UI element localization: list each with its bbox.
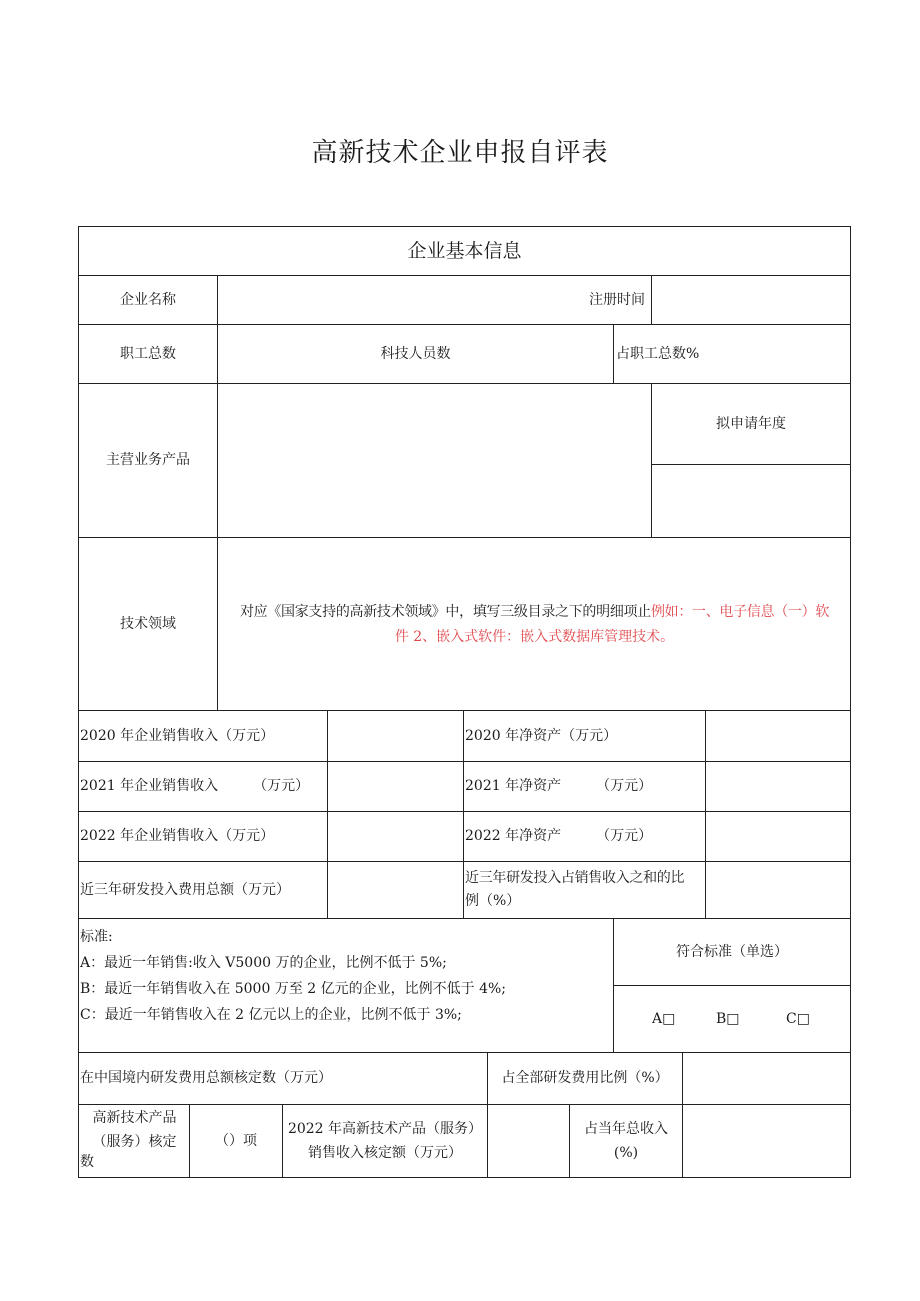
sales-2021-field[interactable] <box>328 761 463 811</box>
domestic-rd-ratio-label: 占全部研发费用比例（%） <box>501 1070 669 1086</box>
section-title: 企业基本信息 <box>407 239 522 262</box>
hightech-count-line-1: 高新技术产品 <box>92 1110 177 1126</box>
hightech-revenue-line-1: 2022 年高新技术产品（服务） <box>287 1121 483 1137</box>
tech-field-label: 技术领域 <box>120 615 176 632</box>
total-staff-label: 职工总数 <box>120 345 176 362</box>
registration-time-field[interactable] <box>652 275 850 324</box>
hightech-count-label <box>80 1104 189 1177</box>
sales-2022-field[interactable] <box>328 811 463 861</box>
revenue-ratio-line-2: (%) <box>613 1145 639 1161</box>
tech-field-example-2: 件 2、嵌入式软件：嵌入式数据库管理技术。 <box>394 629 675 645</box>
standard-options <box>614 986 850 1052</box>
rd-total-field[interactable] <box>328 861 463 918</box>
net-assets-2021-label: 2021 年净资产 （万元） <box>465 778 653 794</box>
standard-block <box>80 924 610 1048</box>
revenue-ratio-field[interactable] <box>683 1104 850 1177</box>
rd-ratio-line-2: 例（%） <box>465 893 521 909</box>
net-assets-2020-field[interactable] <box>706 710 850 761</box>
rd-ratio-field[interactable] <box>706 861 850 918</box>
option-a-checkbox[interactable]: A□ <box>652 1011 676 1027</box>
main-products-label: 主营业务产品 <box>106 452 190 468</box>
rd-ratio-label <box>465 861 705 918</box>
tech-staff-label: 科技人员数 <box>380 345 451 362</box>
domestic-rd-ratio-field[interactable] <box>683 1052 850 1104</box>
rd-ratio-line-1: 近三年研发投入占销售收入之和的比 <box>465 870 685 886</box>
sales-2022-label: 2022 年企业销售收入（万元） <box>80 828 275 844</box>
staff-ratio-label: 占职工总数% <box>616 345 700 362</box>
main-products-field[interactable] <box>218 383 651 537</box>
apply-year-field[interactable] <box>652 465 850 537</box>
hightech-count-line-2: （服务）核定 <box>92 1134 177 1150</box>
tech-field-instruction: 对应《国家支持的高新技术领域》中，填写三级目录之下的明细项止 <box>239 604 651 620</box>
option-c-checkbox[interactable]: C□ <box>786 1011 810 1027</box>
self-assessment-form <box>78 226 851 1178</box>
items-count-field[interactable]: （）项 <box>215 1132 257 1149</box>
net-assets-2022-field[interactable] <box>706 811 850 861</box>
hightech-revenue-label <box>283 1104 487 1177</box>
sales-2020-field[interactable] <box>328 710 463 761</box>
net-assets-2022-label: 2022 年净资产 （万元） <box>465 828 653 844</box>
company-name-label: 企业名称 <box>120 291 176 308</box>
tech-field-example-1: 例如：一、电子信息（一）软 <box>650 604 830 620</box>
standard-line-a: A：最近一年销售:收入 V5000 万的企业，比例不低于 5%; <box>80 955 447 971</box>
option-b-checkbox[interactable]: B□ <box>716 1011 740 1027</box>
standard-choice-label: 符合标准（单选） <box>676 943 788 960</box>
tech-field-note <box>219 537 850 710</box>
sales-2021-label: 2021 年企业销售收入 （万元） <box>80 778 310 794</box>
net-assets-2020-label: 2020 年净资产（万元） <box>465 727 618 744</box>
page-title: 高新技术企业申报自评表 <box>311 138 609 168</box>
rd-total-label: 近三年研发投入费用总额（万元） <box>80 881 290 898</box>
domestic-rd-label: 在中国境内研发费用总额核定数（万元） <box>80 1070 332 1086</box>
revenue-ratio-line-1: 占当年总收入 <box>584 1121 668 1137</box>
hightech-revenue-field[interactable] <box>488 1104 569 1177</box>
standard-line-c: C：最近一年销售收入在 2 亿元以上的企业，比例不低于 3%; <box>80 1007 462 1023</box>
standard-line-b: B：最近一年销售收入在 5000 万至 2 亿元的企业，比例不低于 4%; <box>80 981 507 997</box>
hightech-revenue-line-2: 销售收入核定额（万元） <box>308 1145 462 1161</box>
revenue-ratio-label <box>570 1104 682 1177</box>
sales-2020-label: 2020 年企业销售收入（万元） <box>80 727 275 744</box>
net-assets-2021-field[interactable] <box>706 761 850 811</box>
registration-time-label: 注册时间 <box>589 291 645 308</box>
standard-heading: 标准: <box>80 929 113 945</box>
hightech-count-line-3: 数 <box>80 1154 94 1170</box>
apply-year-label: 拟申请年度 <box>716 415 786 432</box>
